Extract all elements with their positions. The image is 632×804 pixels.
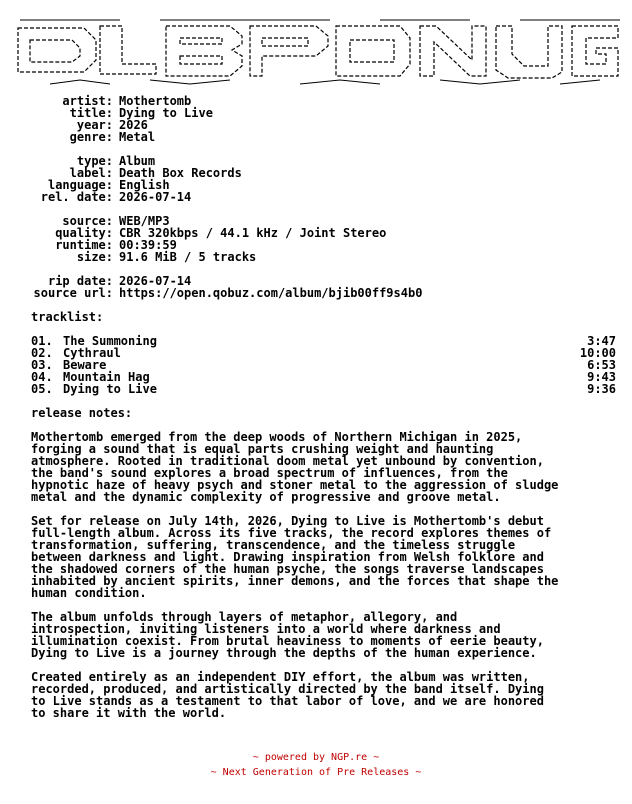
info-value: 91.6 MiB / 5 tracks [119,250,257,264]
info-key: title: [69,106,113,120]
track-duration: 3:47 [587,334,616,348]
info-value: WEB/MP3 [119,214,170,228]
track-title: Dying to Live [63,382,157,396]
info-key: rip date: [47,274,113,288]
track-duration: 6:53 [587,358,616,372]
info-key: year: [76,118,113,132]
track-row [31,383,616,395]
release-notes-paragraph: Mothertomb emerged from the deep woods of Northern Michigan in 2025, forging a sound that is equal parts crushing weight and haunting atmosphere. Rooted in traditional doom metal yet unbound by convention, the band's sound explores a broad spectrum of influences, from the hypnotic haze of heavy psych and stoner metal to the aggression of sludge metal and the dynamic complexity of progressive and groove metal. [31,430,559,504]
info-row [0,131,632,143]
info-key: language: [47,178,113,192]
track-number: 04. [31,370,53,384]
release-notes-paragraph: The album unfolds through layers of metaphor, allegory, and introspection, inviting listeners into a world where darkness and illumination coexist. From brutal heaviness to moments of eerie beauty, Dying to Live is a journey through the depths of the human experience. [31,610,544,660]
info-value: 2026-07-14 [119,274,192,288]
track-number: 01. [31,334,53,348]
footer-tagline: ~ Next Generation of Pre Releases ~ [210,767,422,778]
info-value: Metal [119,130,156,144]
info-value: English [119,178,170,192]
track-duration: 9:43 [587,370,616,384]
track-number: 05. [31,382,53,396]
info-key: source url: [33,286,113,300]
info-key: source: [62,214,113,228]
footer-powered-by: ~ powered by NGP.re ~ [252,752,380,763]
info-value: Album [119,154,156,168]
banner-art [0,14,632,86]
info-key: label: [69,166,113,180]
track-number: 02. [31,346,53,360]
ascii-banner-logo [0,14,632,86]
info-key: artist: [62,94,113,108]
info-row [0,191,632,203]
info-key: rel. date: [40,190,113,204]
track-title: The Summoning [63,334,157,348]
track-title: Mountain Hag [63,370,150,384]
info-key: type: [76,154,113,168]
track-number: 03. [31,358,53,372]
release-notes-heading: release notes: [31,406,133,420]
info-key: genre: [69,130,113,144]
tracklist-heading: tracklist: [31,310,104,324]
info-row [0,251,632,263]
release-notes-paragraph: Created entirely as an independent DIY effort, the album was written, recorded, produced, and artistically directed by the band itself. Dying to Live stands as a testament to that labor of love, and we are honored to share it with the world. [31,670,544,720]
info-value: Dying to Live [119,106,213,120]
info-value: Mothertomb [119,94,192,108]
track-title: Cythraul [63,346,121,360]
release-notes-paragraph: Set for release on July 14th, 2026, Dying to Live is Mothertomb's debut full-length album. Across its five tracks, the record explores themes of transformation, suffering, transcendence, and the timeless struggle between darkness and light. Drawing inspiration from Welsh folklore and the shadowed corners of the human psyche, the songs traverse landscapes inhabited by ancient spirits, inner demons, and the forces that shape the human condition. [31,514,559,600]
info-key: size: [76,250,113,264]
track-row [31,347,616,359]
info-value: 2026 [119,118,148,132]
info-row [0,287,632,299]
info-value: CBR 320kbps / 44.1 kHz / Joint Stereo [119,226,387,240]
track-title: Beware [63,358,107,372]
info-value: Death Box Records [119,166,242,180]
info-key: quality: [55,226,113,240]
track-duration: 9:36 [587,382,616,396]
info-value: 2026-07-14 [119,190,192,204]
info-value: https://open.qobuz.com/album/bjib00ff9s4b0 [119,286,423,300]
track-duration: 10:00 [579,346,616,360]
info-value: 00:39:59 [119,238,177,252]
info-key: runtime: [55,238,113,252]
